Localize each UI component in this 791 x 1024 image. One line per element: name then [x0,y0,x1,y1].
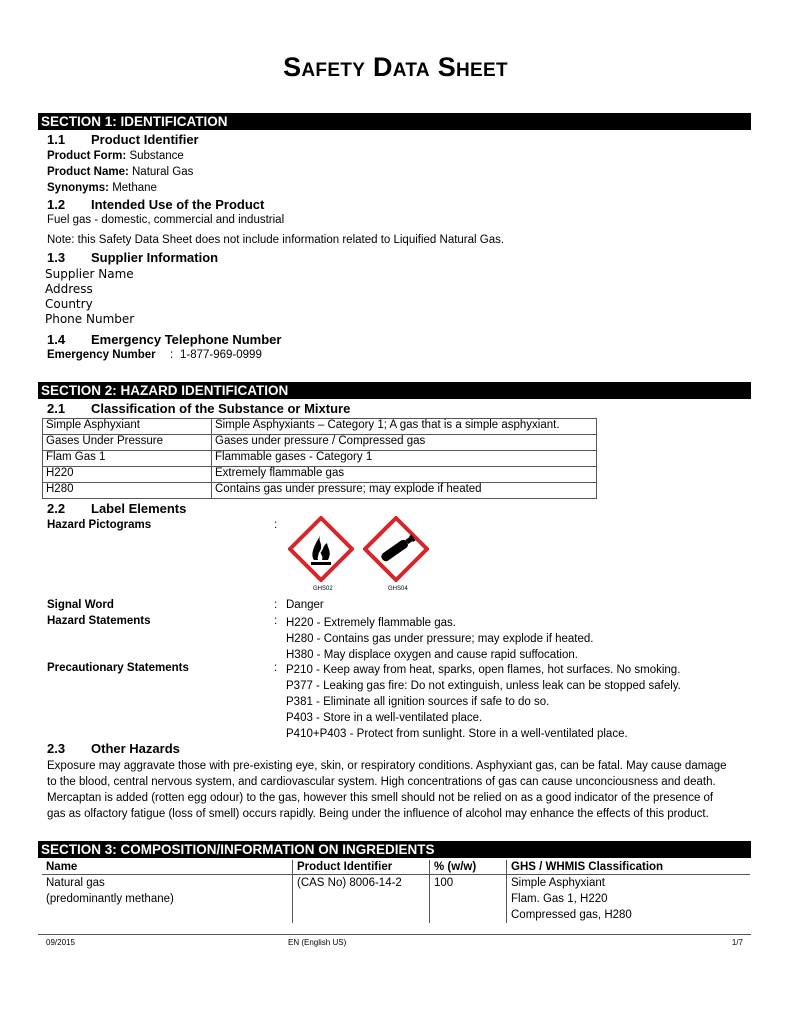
subsection-2-3: 2.3 Other Hazards [47,741,180,756]
footer-date: 09/2015 [46,938,75,947]
subsection-1-4: 1.4 Emergency Telephone Number [47,332,282,347]
table-row [43,483,597,499]
subsection-1-3: 1.3 Supplier Information [47,250,219,265]
precautionary-statement: P410+P403 - Protect from sunlight. Store in a well-ventilated place. [286,728,628,740]
document-title [0,52,791,83]
table-row [42,875,750,924]
classification-description: Contains gas under pressure; may explode if heated [212,483,597,499]
emergency-number: 1-877-969-0999 [180,349,262,361]
intended-use: Fuel gas - domestic, commercial and industrial [47,214,285,226]
table-row [43,451,597,467]
classification-code: Gases Under Pressure [43,435,212,451]
hazard-statements-colon: : [274,615,278,627]
footer-language: EN (English US) [288,938,347,947]
ingredient-percent: 100 [430,875,507,924]
precautionary-statement: P381 - Eliminate all ignition sources if safe to do so. [286,696,550,708]
ingredient-name: Natural gas [46,877,105,889]
other-hazards-text: Exposure may aggravate those with pre-existing eye, skin, or respiratory conditions. Asphyxiant gas, can be fatal. May cause damage to the blood, central nervous system, and cardiovascular system. High concentrations of gas can cause unconciousness and death. Mercaptan is added (rotten egg odour) to the gas, however this smell should not be relied on as a good indicator of the presence of gas as olfactory fatigue (loss of smell) occurs rapidly. Being under the influence of alcohol may enhance the effects of this product. [47,760,727,820]
hazard-statement: H220 - Extremely flammable gas. [286,617,457,629]
ghs02-code: GHS02 [313,586,333,592]
signal-word: Danger [286,599,324,611]
col-name: Name [42,860,293,875]
classification-description: Gases under pressure / Compressed gas [212,435,597,451]
emergency-label: Emergency Number [47,349,156,361]
hazard-statement: H280 - Contains gas under pressure; may explode if heated. [286,633,594,645]
table-row [43,419,597,435]
product-name: Product Name: Natural Gas [47,166,194,178]
subsection-1-1: 1.1 Product Identifier [47,132,199,147]
supplier-country: Country [45,297,93,311]
classification-description: Extremely flammable gas [212,467,597,483]
classification-table [42,418,597,499]
emergency-number-row [47,349,156,361]
ingredient-note: (predominantly methane) [46,893,174,905]
hazard-statements [286,615,594,663]
gas-cylinder-icon [363,516,429,582]
classification-description: Simple Asphyxiants – Category 1; A gas that is a simple asphyxiant. [212,419,597,435]
col-percent: % (w/w) [430,860,507,875]
precautionary-label: Precautionary Statements [47,662,189,674]
ghs-class: Flam. Gas 1, H220 [511,893,608,905]
subsection-1-2: 1.2 Intended Use of the Product [47,197,265,212]
title-text: Safety Data Sheet [283,52,508,82]
classification-code: H220 [43,467,212,483]
ghs02-pictogram [288,516,358,596]
subsection-2-1: 2.1 Classification of the Substance or Mixture [47,401,351,416]
emergency-colon: : [170,349,174,361]
classification-code: H280 [43,483,212,499]
hazard-statements-label: Hazard Statements [47,615,151,627]
col-product-identifier: Product Identifier [293,860,430,875]
page-footer [38,934,751,947]
synonyms: Synonyms: Methane [47,182,157,194]
ghs-class: Compressed gas, H280 [511,909,632,921]
col-ghs: GHS / WHMIS Classification [507,860,751,875]
composition-table [42,860,750,923]
supplier-phone: Phone Number [45,312,135,326]
product-form: Product Form: Substance [47,150,184,162]
section-3-header: SECTION 3: COMPOSITION/INFORMATION ON INGREDIENTS [38,841,751,858]
lng-note: Note: this Safety Data Sheet does not include information related to Liquified Natural Gas. [47,234,505,246]
footer-page-number: 1/7 [731,938,743,947]
section-1-header: SECTION 1: IDENTIFICATION [38,113,751,130]
precautionary-statements [286,662,681,742]
supplier-info [45,267,134,327]
classification-code: Simple Asphyxiant [43,419,212,435]
pictograms-label: Hazard Pictograms [47,519,152,531]
signal-word-label: Signal Word [47,599,114,611]
ghs04-code: GHS04 [388,586,408,592]
classification-description: Flammable gases - Category 1 [212,451,597,467]
subsection-2-2: 2.2 Label Elements [47,501,187,516]
precautionary-statement: P377 - Leaking gas fire: Do not extinguish, unless leak can be stopped safely. [286,680,681,692]
hazard-statement: H380 - May displace oxygen and cause rapid suffocation. [286,649,578,661]
section-2-header: SECTION 2: HAZARD IDENTIFICATION [38,382,751,399]
supplier-name: Supplier Name [45,267,134,281]
pictograms-colon: : [274,519,278,531]
ghs04-pictogram [363,516,433,596]
ingredient-cas: (CAS No) 8006-14-2 [293,875,430,924]
precautionary-statement: P403 - Store in a well-ventilated place. [286,712,483,724]
precautionary-statement: P210 - Keep away from heat, sparks, open flames, hot surfaces. No smoking. [286,664,681,676]
precautionary-colon: : [274,662,278,674]
signal-word-colon: : [274,599,278,611]
classification-code: Flam Gas 1 [43,451,212,467]
table-row [43,435,597,451]
ghs-class: Simple Asphyxiant [511,877,605,889]
supplier-address: Address [45,282,93,296]
table-row [43,467,597,483]
flame-icon [288,516,354,582]
